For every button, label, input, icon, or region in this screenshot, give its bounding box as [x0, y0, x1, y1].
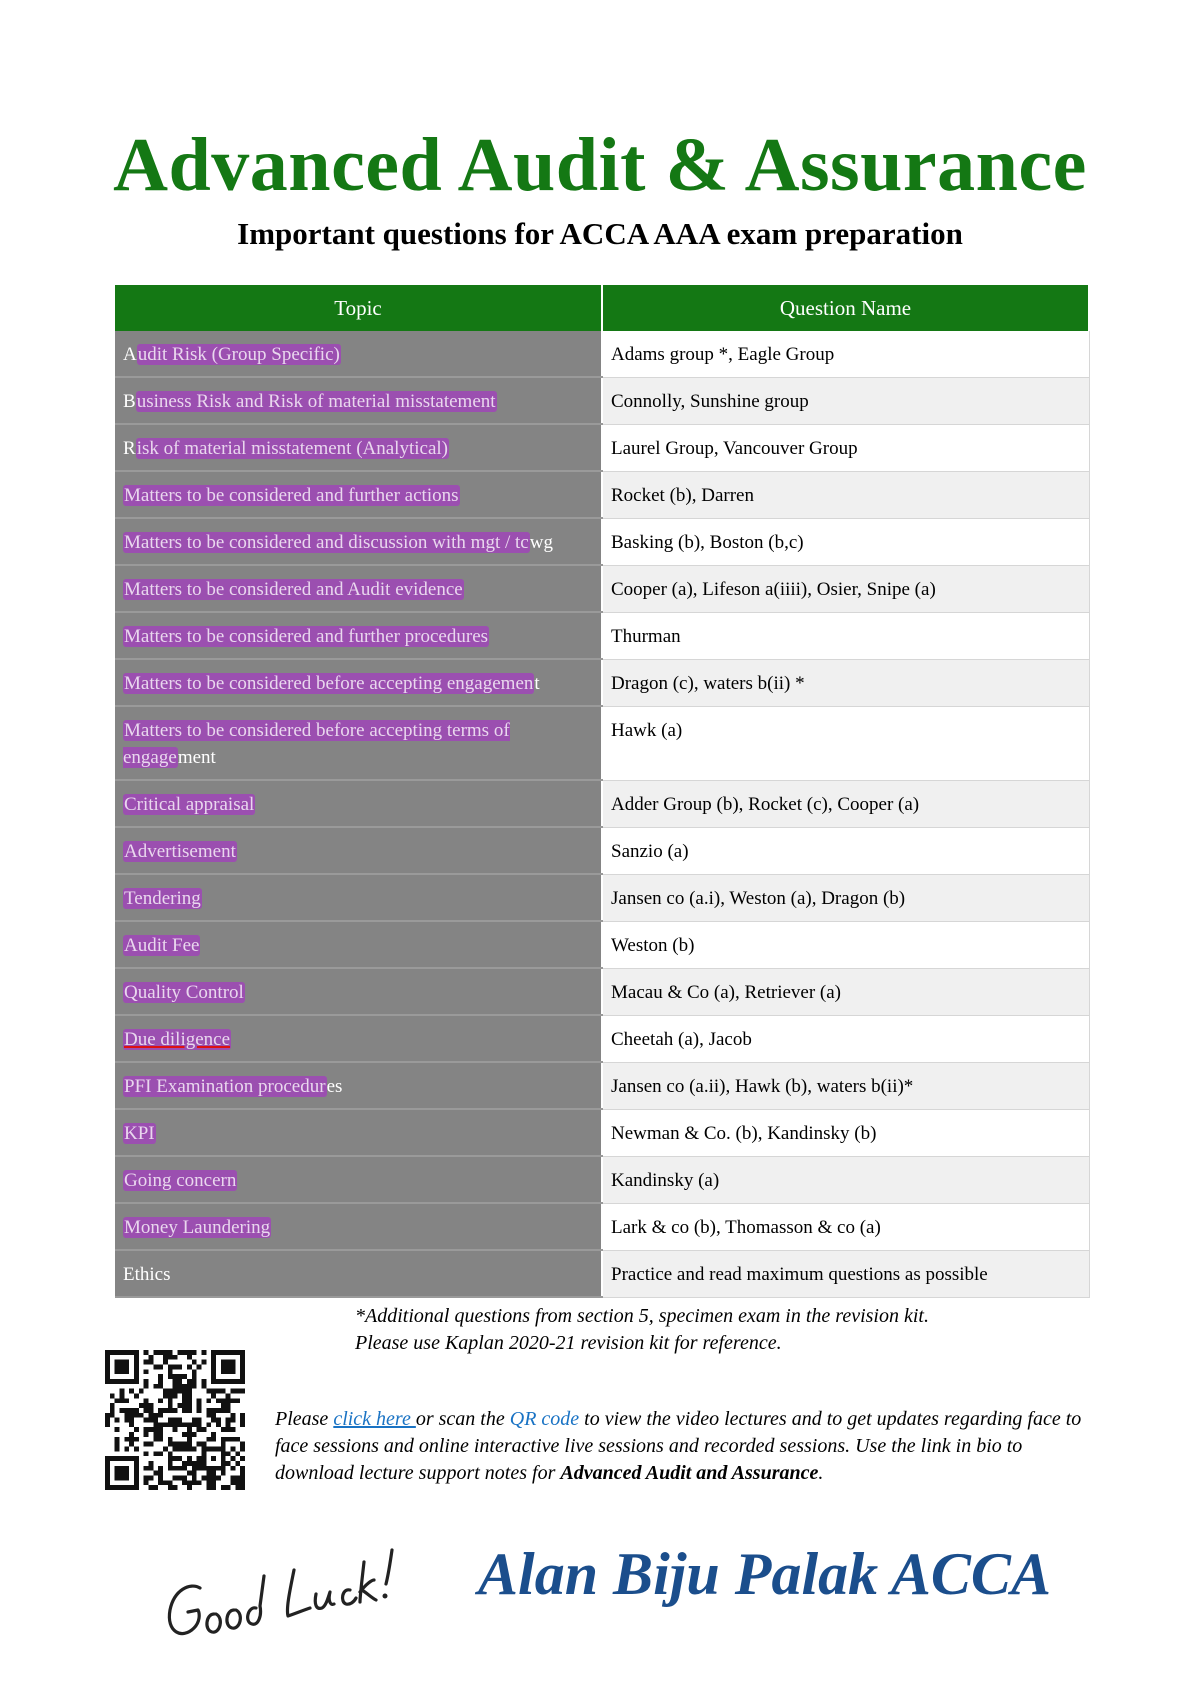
info-end: . — [818, 1462, 824, 1484]
topic-cell — [115, 1062, 602, 1109]
table-body — [115, 331, 1089, 1297]
topic-text: Matters to be considered and further actions — [124, 485, 459, 506]
question-name-cell: Adder Group (b), Rocket (c), Cooper (a) — [602, 780, 1089, 827]
topic-text: PFI Examination procedures — [124, 1076, 343, 1097]
topic-cell — [115, 827, 602, 874]
table-row — [115, 1203, 1089, 1250]
topic-text: Business Risk and Risk of material misstatement — [123, 391, 496, 412]
qr-code-icon[interactable] — [105, 1350, 245, 1490]
topic-cell — [115, 1203, 602, 1250]
table-row — [115, 1062, 1089, 1109]
table-row — [115, 827, 1089, 874]
table-row — [115, 968, 1089, 1015]
topic-cell — [115, 706, 602, 780]
info-subject: Advanced Audit and Assurance — [560, 1462, 819, 1484]
topic-text: Money Laundering — [124, 1217, 271, 1238]
topic-text: Matters to be considered and Audit evidence — [124, 579, 463, 600]
topic-cell — [115, 565, 602, 612]
topic-text: Quality Control — [124, 982, 244, 1003]
question-name-cell: Basking (b), Boston (b,c) — [602, 518, 1089, 565]
topic-cell — [115, 331, 602, 377]
info-please: Please — [275, 1408, 334, 1430]
table-row — [115, 565, 1089, 612]
topic-text: Matters to be considered and discussion with mgt / tcwg — [124, 532, 553, 553]
table-row — [115, 1156, 1089, 1203]
qr-code-text: QR code — [509, 1408, 580, 1430]
question-name-cell: Rocket (b), Darren — [602, 471, 1089, 518]
topic-cell — [115, 1109, 602, 1156]
topic-cell — [115, 1156, 602, 1203]
author-name: Alan Biju Palak ACCA — [478, 1541, 1051, 1607]
question-name-cell: Cheetah (a), Jacob — [602, 1015, 1089, 1062]
footnote-line-2: Please use Kaplan 2020-21 revision kit for reference. — [355, 1332, 782, 1354]
topic-text: Ethics — [123, 1264, 171, 1285]
click-here-link[interactable]: click here — [333, 1408, 416, 1430]
topic-text: Going concern — [124, 1170, 237, 1191]
header-topic: Topic — [115, 285, 602, 331]
table-row — [115, 518, 1089, 565]
topic-cell — [115, 377, 602, 424]
topic-text: Risk of material misstatement (Analytical) — [123, 438, 448, 459]
question-name-cell: Newman & Co. (b), Kandinsky (b) — [602, 1109, 1089, 1156]
page-title: Advanced Audit & Assurance — [113, 123, 1087, 207]
question-name-cell: Macau & Co (a), Retriever (a) — [602, 968, 1089, 1015]
topic-text: Matters to be considered and further procedures — [124, 626, 489, 647]
good-luck-signature-icon — [160, 1536, 410, 1656]
question-name-cell: Weston (b) — [602, 921, 1089, 968]
table-row — [115, 1250, 1089, 1297]
question-name-cell: Connolly, Sunshine group — [602, 377, 1089, 424]
info-paragraph — [275, 1406, 1095, 1487]
question-name-cell: Kandinsky (a) — [602, 1156, 1089, 1203]
topic-text: Matters to be considered before accepting terms of engagement — [123, 720, 510, 768]
topic-text: KPI — [124, 1123, 155, 1144]
info-rest-2: Use the link in bio to download lecture support notes for — [275, 1435, 1023, 1484]
question-name-cell: Sanzio (a) — [602, 827, 1089, 874]
info-rest-1: to view the video lectures and to get updates regarding face to face sessions and online interactive live sessions and recorded sessions. — [275, 1408, 1082, 1457]
question-name-cell: Jansen co (a.i), Weston (a), Dragon (b) — [602, 874, 1089, 921]
topic-text: Audit Risk (Group Specific) — [123, 344, 340, 365]
table-row — [115, 612, 1089, 659]
table-row — [115, 1015, 1089, 1062]
topic-cell — [115, 659, 602, 706]
info-or-scan: or scan the — [415, 1408, 510, 1430]
question-name-cell: Practice and read maximum questions as possible — [602, 1250, 1089, 1297]
topic-cell — [115, 471, 602, 518]
table-row — [115, 471, 1089, 518]
table-row — [115, 659, 1089, 706]
table-row — [115, 921, 1089, 968]
table-row — [115, 706, 1089, 780]
topic-cell — [115, 1250, 602, 1297]
table-row — [115, 331, 1089, 377]
topic-text: Matters to be considered before accepting engagement — [124, 673, 540, 694]
question-name-cell: Jansen co (a.ii), Hawk (b), waters b(ii)* — [602, 1062, 1089, 1109]
topic-text: Tendering — [124, 888, 201, 909]
questions-table — [115, 285, 1090, 1298]
table-row — [115, 780, 1089, 827]
table-row — [115, 377, 1089, 424]
question-name-cell: Laurel Group, Vancouver Group — [602, 424, 1089, 471]
page-subtitle: Important questions for ACCA AAA exam preparation — [237, 216, 963, 251]
table-row — [115, 874, 1089, 921]
question-name-cell: Cooper (a), Lifeson a(iiii), Osier, Snipe (a) — [602, 565, 1089, 612]
topic-cell — [115, 518, 602, 565]
topic-cell — [115, 968, 602, 1015]
table-row — [115, 424, 1089, 471]
footnote-line-1: *Additional questions from section 5, specimen exam in the revision kit. — [355, 1305, 929, 1327]
question-name-cell: Dragon (c), waters b(ii) * — [602, 659, 1089, 706]
topic-cell — [115, 1015, 602, 1062]
question-name-cell: Thurman — [602, 612, 1089, 659]
topic-text: Audit Fee — [124, 935, 200, 956]
topic-text: Advertisement — [124, 841, 236, 862]
question-name-cell: Hawk (a) — [602, 706, 1089, 780]
topic-text: Critical appraisal — [124, 794, 255, 815]
footnote — [355, 1303, 1115, 1357]
header-question-name: Question Name — [602, 285, 1089, 331]
topic-cell — [115, 921, 602, 968]
topic-cell — [115, 612, 602, 659]
table-header-row — [115, 285, 1089, 331]
topic-cell — [115, 874, 602, 921]
question-name-cell: Lark & co (b), Thomasson & co (a) — [602, 1203, 1089, 1250]
topic-text: Due diligence — [124, 1029, 231, 1050]
table-row — [115, 1109, 1089, 1156]
topic-cell — [115, 424, 602, 471]
question-name-cell: Adams group *, Eagle Group — [602, 331, 1089, 377]
topic-cell — [115, 780, 602, 827]
